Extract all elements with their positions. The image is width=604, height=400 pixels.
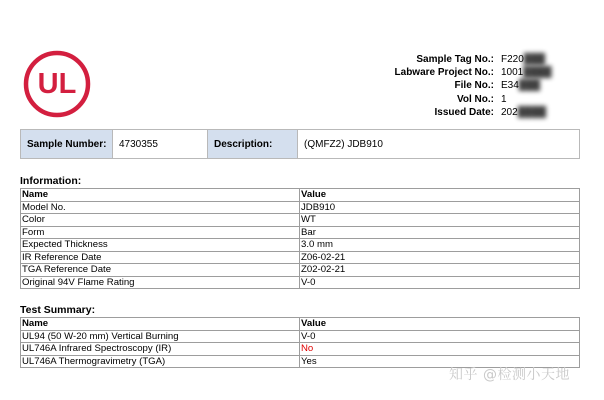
issued-date-label: Issued Date: — [434, 106, 494, 118]
redaction-blur: ███ — [518, 80, 541, 92]
table-row — [21, 226, 580, 239]
vol-no-value: 1 — [501, 93, 507, 105]
row-value: Z06-02-21 — [300, 251, 580, 264]
table-row — [21, 264, 580, 277]
row-name: IR Reference Date — [21, 251, 300, 264]
file-no-value: E34 — [501, 80, 519, 92]
test-name: UL746A Thermogravimetry (TGA) — [21, 355, 300, 368]
information-title: Information: — [20, 175, 82, 187]
table-row — [21, 343, 580, 356]
row-value: WT — [300, 214, 580, 227]
table-header-row — [21, 318, 580, 331]
column-header-name: Name — [21, 318, 300, 331]
column-header-value: Value — [300, 318, 580, 331]
row-name: Form — [21, 226, 300, 239]
table-row — [21, 330, 580, 343]
row-name: Color — [21, 214, 300, 227]
table-row — [21, 201, 580, 214]
ul-logo — [23, 50, 91, 118]
table-header-row — [21, 189, 580, 202]
redaction-blur: ████ — [523, 67, 552, 79]
labware-project-value: 1001 — [501, 67, 524, 79]
row-name: Model No. — [21, 201, 300, 214]
information-table — [20, 188, 580, 289]
file-no-label: File No.: — [454, 80, 494, 92]
row-name: TGA Reference Date — [21, 264, 300, 277]
row-value: Bar — [300, 226, 580, 239]
row-value: 3.0 mm — [300, 239, 580, 252]
vol-no-label: Vol No.: — [456, 93, 494, 105]
test-result: V-0 — [300, 330, 580, 343]
row-value: V-0 — [300, 276, 580, 289]
header-labels — [395, 53, 494, 119]
test-name: UL94 (50 W-20 mm) Vertical Burning — [21, 330, 300, 343]
column-header-name: Name — [21, 189, 300, 202]
table-row — [21, 239, 580, 252]
row-name: Expected Thickness — [21, 239, 300, 252]
description-value: (QMFZ2) JDB910 — [304, 138, 383, 150]
test-name: UL746A Infrared Spectroscopy (IR) — [21, 343, 300, 356]
issued-date-value: 202 — [501, 106, 518, 118]
column-header-value: Value — [300, 189, 580, 202]
header-values — [501, 53, 552, 119]
test-result: No — [300, 343, 580, 356]
row-value: Z02-02-21 — [300, 264, 580, 277]
redaction-blur: ████ — [517, 106, 547, 118]
sample-number-label: Sample Number: — [21, 130, 113, 158]
row-name: Original 94V Flame Rating — [21, 276, 300, 289]
redaction-blur: ███ — [523, 54, 546, 65]
sample-tag-label: Sample Tag No.: — [416, 54, 494, 65]
test-summary-table — [20, 317, 580, 368]
watermark: 知乎 @检测小天地 — [449, 367, 570, 383]
sample-number-value: 4730355 — [113, 130, 208, 158]
row-value: JDB910 — [300, 201, 580, 214]
table-row — [21, 251, 580, 264]
table-row — [21, 276, 580, 289]
table-row — [21, 214, 580, 227]
sample-tag-value: F220 — [501, 54, 524, 65]
ul-logo-text: UL — [37, 68, 77, 100]
test-result: Yes — [300, 355, 580, 368]
sample-description-box — [20, 129, 580, 159]
test-summary-title: Test Summary: — [20, 304, 96, 316]
description-label: Description: — [208, 130, 298, 158]
labware-project-label: Labware Project No.: — [394, 67, 494, 79]
